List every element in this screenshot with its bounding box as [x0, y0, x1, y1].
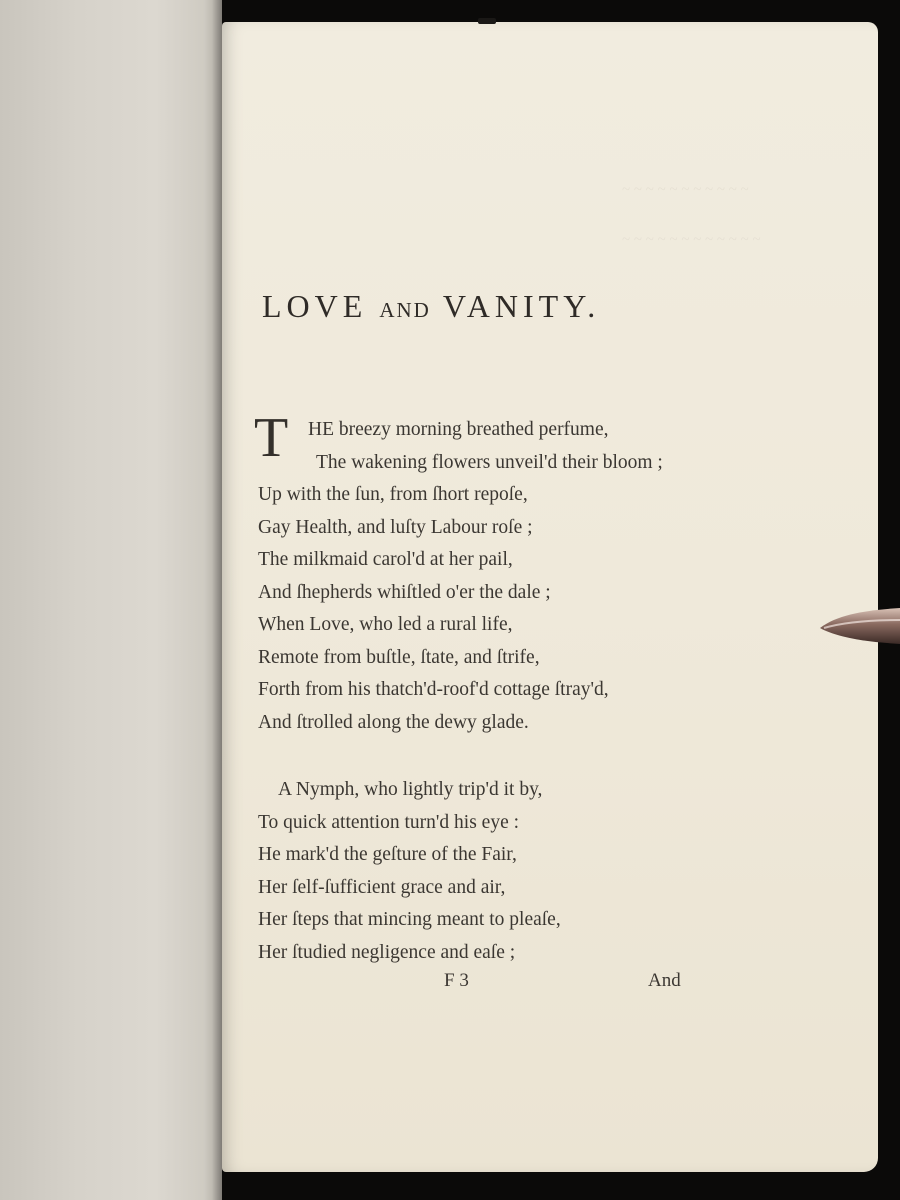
verse-line: Her ſelf-ſufficient grace and air,: [258, 876, 506, 898]
title-word-love: LOVE: [262, 288, 368, 324]
title-word-vanity: VANITY.: [442, 288, 601, 324]
title-word-and: AND: [379, 298, 431, 322]
verse-line: To quick attention turn'd his eye :: [258, 811, 520, 833]
verse-line: When Love, who led a rural life,: [258, 614, 513, 635]
verse-line: Her ſtudied negligence and eaſe ;: [258, 941, 516, 963]
binding-notch: [478, 18, 496, 24]
show-through-text: ~ ~ ~ ~ ~ ~ ~ ~ ~ ~ ~: [622, 182, 749, 198]
verse-line: And ſtrolled along the dewy glade.: [258, 711, 529, 733]
verse-line: The wakening flowers unveil'd their bloom ;: [316, 451, 663, 473]
verse-line: He mark'd the geſture of the Fair,: [258, 844, 517, 865]
book-page: [222, 22, 878, 1172]
verse-line: A Nymph, who lightly trip'd it by,: [278, 779, 543, 800]
verse-line: Her ſteps that mincing meant to pleaſe,: [258, 909, 561, 930]
verse-line: And ſhepherds whiſtled o'er the dale ;: [258, 581, 551, 603]
verse-line: The milkmaid carol'd at her pail,: [258, 549, 513, 570]
drop-capital: T: [254, 407, 289, 469]
catchword: And: [648, 970, 681, 991]
verse-line: Forth from his thatch'd-roof'd cottage ſtray'd,: [258, 679, 609, 700]
show-through-text: ~ ~ ~ ~ ~ ~ ~ ~ ~ ~ ~ ~: [622, 232, 761, 248]
verse-line: Up with the ſun, from ſhort repoſe,: [258, 484, 528, 505]
page-title: [262, 288, 742, 325]
verse-line: Gay Health, and luſty Labour roſe ;: [258, 516, 533, 538]
page-pin-icon: [818, 604, 900, 650]
signature-mark: F 3: [444, 970, 469, 991]
verse-line: HE breezy morning breathed perfume,: [308, 419, 609, 440]
verse-line: Remote from buſtle, ſtate, and ſtrife,: [258, 646, 540, 668]
stanza-2: [258, 774, 561, 969]
stanza-1: [254, 407, 663, 739]
facing-page-left: [0, 0, 222, 1200]
